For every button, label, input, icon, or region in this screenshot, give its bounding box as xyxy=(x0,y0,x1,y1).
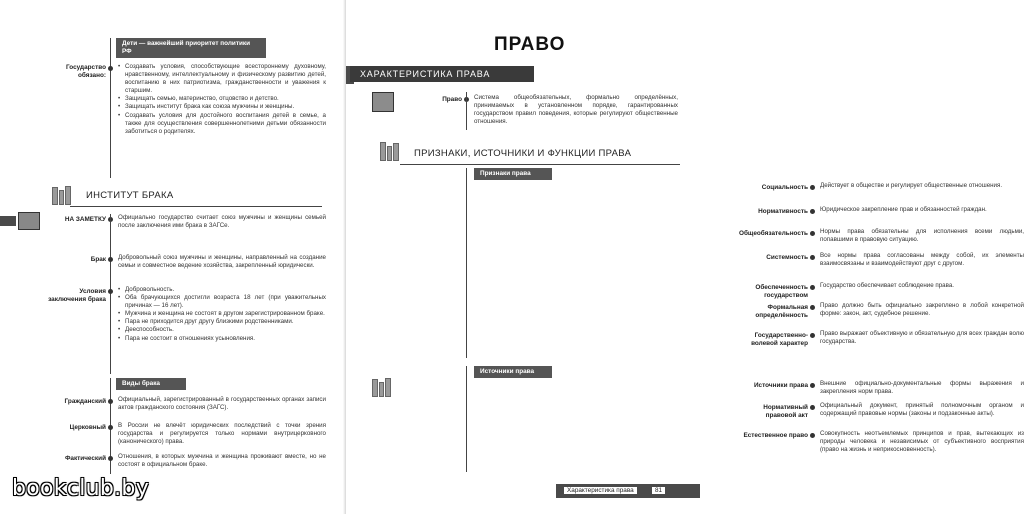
sign-label: Нормативность xyxy=(758,208,808,215)
children-priority-header: Дети — важнейший приоритет политики РФ xyxy=(116,38,266,58)
bullet-dot xyxy=(810,333,815,338)
conditions-list xyxy=(118,286,326,343)
sign-text: Нормы права обязательны для исполнения всеми людьми, попавшими в правовую ситуацию. xyxy=(820,228,1024,244)
source-text: Официальный документ, принятый полномочным органом и содержащий правовые нормы (законы и подзаконные акты). xyxy=(820,402,1024,418)
marriage-text: Добровольный союз мужчины и женщины, направленный на создание семьи и совместное ведение хозяйства, закрепленный юридически. xyxy=(118,254,326,270)
books-icon xyxy=(380,142,399,161)
source-label: Естественное право xyxy=(743,432,808,439)
right-page xyxy=(346,0,1024,514)
list-item: • Пара не приходится друг другу близкими родственниками. xyxy=(118,318,326,326)
signs-vline xyxy=(466,168,467,358)
list-item: • Защищать институт брака как союза мужчины и женщины. xyxy=(118,103,326,111)
bullet-dot xyxy=(810,185,815,190)
signs-header: Признаки права xyxy=(474,168,552,180)
bullet-dot xyxy=(108,456,113,461)
book-note-icon xyxy=(18,212,40,230)
footer-running-title: Характеристика права xyxy=(564,487,637,494)
sign-text: Государство обеспечивает соблюдение права. xyxy=(820,282,955,289)
page-number: 81 xyxy=(652,487,665,494)
bullet-dot xyxy=(108,425,113,430)
law-text: Система общеобязательных, формально определённых, принимаемых в установленном порядке, гарантированных государством правил поведения, которые регулируют общественные отношения. xyxy=(474,94,678,126)
bullet-dot xyxy=(810,405,815,410)
bullet-dot xyxy=(108,257,113,262)
law-vline xyxy=(466,92,467,130)
sign-label: Государственно-волевой характер xyxy=(751,332,808,347)
church-label: Церковный xyxy=(69,424,106,431)
types-header: Виды брака xyxy=(116,378,186,390)
actual-text: Отношения, в которых мужчина и женщина проживают вместе, но не состоят в официальном браке. xyxy=(118,453,326,469)
bullet-dot xyxy=(810,433,815,438)
source-label: Источники права xyxy=(753,382,808,389)
sign-label: Социальность xyxy=(761,184,808,191)
actual-label: Фактический xyxy=(64,455,106,462)
watermark-text: bookclub.by xyxy=(12,476,150,501)
sign-text: Действует в обществе и регулирует общественные отношения. xyxy=(820,182,1003,189)
left-page xyxy=(0,0,346,514)
list-item: • Защищать семью, материнство, отцовство и детство. xyxy=(118,95,326,103)
list-item: • Дееспособность. xyxy=(118,326,326,334)
marriage-vline xyxy=(110,214,111,374)
sources-header: Источники права xyxy=(474,366,552,378)
marriage-label: Брак xyxy=(90,256,106,263)
sign-label: Системность xyxy=(766,254,808,261)
books-icon xyxy=(52,186,71,205)
list-item: • Создавать условия, способствующие всестороннему духовному, нравственному, интеллектуальному и физическому развитию детей, воспитанию в них патриотизма, гражданственности и уважения к старшим. xyxy=(118,63,326,95)
book-icon xyxy=(372,92,394,112)
section-marriage-title: ИНСТИТУТ БРАКА xyxy=(86,190,174,201)
note-label: НА ЗАМЕТКУ xyxy=(64,216,106,223)
civil-text: Официальный, зарегистрированный в государственных органах записи актов гражданского состояния (ЗАГС). xyxy=(118,396,326,412)
bullet-dot xyxy=(810,255,815,260)
section-marriage-rule xyxy=(70,206,322,207)
source-label: Нормативный правовой акт xyxy=(763,404,808,419)
bullet-dot xyxy=(810,383,815,388)
note-marker-bar xyxy=(0,216,16,226)
source-text: Внешние официально-документальные формы выражения и закрепления норм права. xyxy=(820,380,1024,396)
left-top-vline xyxy=(110,38,111,178)
list-item: • Добровольность. xyxy=(118,286,326,294)
church-text: В России не влечёт юридических последствий с точки зрения государства и регулируется только нормами внутрицерковного (канонического) права. xyxy=(118,422,326,446)
books-icon xyxy=(372,378,391,397)
bullet-dot xyxy=(810,305,815,310)
bullet-dot xyxy=(810,285,815,290)
sources-vline xyxy=(466,366,467,472)
bullet-dot xyxy=(108,289,113,294)
bullet-dot xyxy=(108,66,113,71)
civil-label: Гражданский xyxy=(64,398,106,405)
section-signs-rule xyxy=(400,164,680,165)
state-obliged-list xyxy=(118,63,326,136)
page-title: ПРАВО xyxy=(494,34,566,55)
sign-text: Юридическое закрепление прав и обязанностей граждан. xyxy=(820,206,987,213)
sign-text: Все нормы права согласованы между собой, их элементы взаимосвязаны и взаимодействуют друг с другом. xyxy=(820,252,1024,268)
list-item: • Оба брачующихся достигли возраста 18 лет (при уважительных причинах — 16 лет). xyxy=(118,294,326,310)
conditions-label: Условия заключения брака xyxy=(48,288,106,303)
sign-text: Право выражает объективную и обязательную для всех граждан волю государства. xyxy=(820,330,1024,346)
list-item: • Создавать условия для достойного воспитания детей в семье, а также для осуществления совершеннолетними детьми обязанности заботиться о родителях. xyxy=(118,112,326,136)
state-obliged-label: Государство обязано: xyxy=(65,64,106,79)
sign-label: Общеобязательность xyxy=(739,230,808,237)
list-item: • Мужчина и женщина не состоят в другом зарегистрированном браке. xyxy=(118,310,326,318)
law-label: Право xyxy=(442,96,462,103)
sign-label: Формальная определённость xyxy=(755,304,808,319)
source-text: Совокупность неотъемлемых принципов и прав, вытекающих из природы человека и независимых от субъективного восприятия (право на жизнь и неприкосновенность). xyxy=(820,430,1024,454)
sign-label: Обеспеченность государством xyxy=(755,284,808,299)
note-text: Официально государство считает союз мужчины и женщины семьей после заключения ими брака в ЗАГСе. xyxy=(118,214,326,230)
bullet-dot xyxy=(810,209,815,214)
list-item: • Пара не состоит в отношениях усыновления. xyxy=(118,335,326,343)
sign-text: Право должно быть официально закреплено в лобой конкретной форме: закон, акт, судебное решение. xyxy=(820,302,1024,318)
bullet-dot xyxy=(108,399,113,404)
section-signs-title: ПРИЗНАКИ, ИСТОЧНИКИ И ФУНКЦИИ ПРАВА xyxy=(414,148,632,159)
bullet-dot xyxy=(810,231,815,236)
characteristic-bar: ХАРАКТЕРИСТИКА ПРАВА xyxy=(350,66,534,82)
